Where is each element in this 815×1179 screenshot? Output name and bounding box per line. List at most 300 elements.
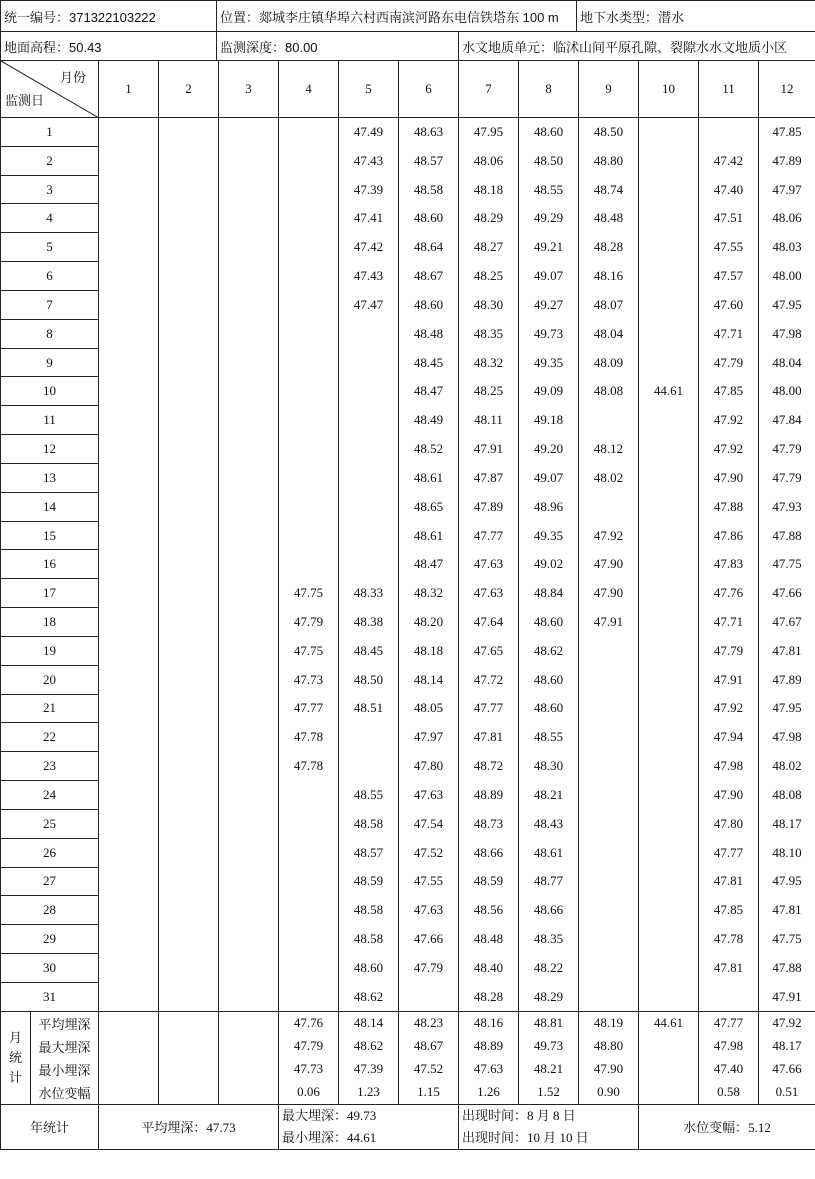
depth-cell: 48.00	[759, 262, 815, 291]
stats-cell	[99, 1035, 159, 1058]
depth-cell	[219, 319, 279, 348]
depth-cell	[339, 492, 399, 521]
stats-cell: 47.39	[339, 1058, 399, 1081]
depth-cell	[159, 521, 219, 550]
depth-cell: 49.73	[519, 319, 579, 348]
depth-cell: 48.11	[459, 406, 519, 435]
stats-cell	[639, 1081, 699, 1105]
depth-cell: 48.27	[459, 233, 519, 262]
stats-cell: 0.90	[579, 1081, 639, 1105]
depth-cell	[399, 982, 459, 1011]
depth-cell: 47.43	[339, 146, 399, 175]
depth-cell: 48.66	[519, 896, 579, 925]
stats-cell	[99, 1058, 159, 1081]
depth-cell: 48.49	[399, 406, 459, 435]
depth-cell	[219, 348, 279, 377]
depth-cell	[159, 867, 219, 896]
depth-cell: 47.87	[459, 463, 519, 492]
stats-cell: 47.52	[399, 1058, 459, 1081]
day-label: 5	[1, 233, 99, 262]
depth-cell: 47.55	[699, 233, 759, 262]
stats-cell: 47.66	[759, 1058, 815, 1081]
depth-cell: 47.78	[699, 925, 759, 954]
depth-cell	[159, 838, 219, 867]
depth-cell: 48.48	[459, 925, 519, 954]
stats-cell: 48.17	[759, 1035, 815, 1058]
annual-max-depth: 最大埋深：49.73	[282, 1107, 377, 1123]
day-label: 29	[1, 925, 99, 954]
stats-cell: 47.98	[699, 1035, 759, 1058]
day-label: 3	[1, 175, 99, 204]
stats-cell	[219, 1035, 279, 1058]
depth-cell	[99, 435, 159, 464]
depth-cell	[219, 954, 279, 983]
stats-cell	[159, 1081, 219, 1105]
depth-cell: 48.02	[759, 752, 815, 781]
table-row	[1, 665, 815, 694]
depth-cell: 48.16	[579, 262, 639, 291]
depth-cell: 48.35	[519, 925, 579, 954]
depth-cell: 47.81	[699, 867, 759, 896]
depth-cell	[219, 290, 279, 319]
table-row	[1, 896, 815, 925]
depth-cell	[639, 348, 699, 377]
depth-cell: 47.67	[759, 608, 815, 637]
depth-cell: 48.48	[399, 319, 459, 348]
depth-cell: 47.71	[699, 319, 759, 348]
day-label: 4	[1, 204, 99, 233]
stats-cell: 47.90	[579, 1058, 639, 1081]
depth-cell: 48.77	[519, 867, 579, 896]
depth-cell: 48.62	[339, 982, 399, 1011]
depth-cell	[159, 290, 219, 319]
stats-label: 最大埋深	[31, 1035, 99, 1058]
depth-cell	[159, 579, 219, 608]
depth-cell	[99, 694, 159, 723]
depth-cell: 47.54	[399, 809, 459, 838]
table-row	[1, 694, 815, 723]
month-header-1: 1	[99, 61, 159, 118]
depth-cell	[579, 809, 639, 838]
table-row	[1, 290, 815, 319]
day-label: 21	[1, 694, 99, 723]
station-location: 位置：郯城李庄镇华埠六村西南滨河路东电信铁塔东 100 m	[217, 1, 577, 32]
depth-cell	[579, 896, 639, 925]
depth-cell: 47.98	[699, 752, 759, 781]
depth-cell	[279, 204, 339, 233]
depth-cell	[639, 809, 699, 838]
stats-cell: 48.80	[579, 1035, 639, 1058]
depth-cell: 48.48	[579, 204, 639, 233]
depth-cell: 48.06	[759, 204, 815, 233]
depth-cell: 49.35	[519, 521, 579, 550]
depth-cell: 47.79	[399, 954, 459, 983]
depth-cell: 48.64	[399, 233, 459, 262]
depth-cell: 48.59	[459, 867, 519, 896]
day-label: 13	[1, 463, 99, 492]
depth-cell	[639, 118, 699, 147]
depth-cell: 49.18	[519, 406, 579, 435]
depth-cell	[279, 954, 339, 983]
day-label: 1	[1, 118, 99, 147]
depth-cell	[639, 492, 699, 521]
depth-cell: 47.41	[339, 204, 399, 233]
depth-cell	[219, 521, 279, 550]
depth-cell: 47.95	[759, 290, 815, 319]
depth-cell	[99, 290, 159, 319]
depth-cell: 47.75	[759, 550, 815, 579]
depth-cell: 47.49	[339, 118, 399, 147]
depth-cell	[219, 925, 279, 954]
depth-cell: 48.28	[579, 233, 639, 262]
depth-cell	[99, 636, 159, 665]
stats-cell	[159, 1058, 219, 1081]
depth-cell: 48.60	[399, 290, 459, 319]
depth-cell: 48.89	[459, 781, 519, 810]
stats-label: 水位变幅	[31, 1081, 99, 1105]
depth-cell: 47.77	[459, 694, 519, 723]
depth-cell	[219, 233, 279, 262]
depth-cell: 48.52	[399, 435, 459, 464]
depth-cell: 48.43	[519, 809, 579, 838]
day-label: 12	[1, 435, 99, 464]
table-row	[1, 982, 815, 1011]
depth-cell: 47.79	[759, 435, 815, 464]
depth-cell: 47.81	[699, 954, 759, 983]
depth-cell: 48.63	[399, 118, 459, 147]
depth-cell	[219, 608, 279, 637]
depth-cell	[279, 809, 339, 838]
station-info-header	[0, 0, 815, 61]
depth-cell	[279, 550, 339, 579]
monitoring-depth: 监测深度：80.00	[217, 32, 459, 61]
depth-cell	[219, 781, 279, 810]
depth-cell	[339, 435, 399, 464]
table-row	[1, 319, 815, 348]
stats-cell: 48.62	[339, 1035, 399, 1058]
depth-cell: 47.90	[699, 463, 759, 492]
table-row	[1, 146, 815, 175]
depth-cell: 48.30	[459, 290, 519, 319]
depth-cell: 48.60	[519, 118, 579, 147]
table-row	[1, 118, 815, 147]
depth-cell	[159, 954, 219, 983]
depth-cell: 49.07	[519, 262, 579, 291]
depth-cell: 47.94	[699, 723, 759, 752]
depth-cell	[639, 319, 699, 348]
depth-cell: 48.47	[399, 550, 459, 579]
stats-row	[1, 1058, 815, 1081]
depth-cell	[99, 175, 159, 204]
stats-cell: 48.81	[519, 1011, 579, 1035]
depth-cell: 48.17	[759, 809, 815, 838]
depth-cell	[99, 896, 159, 925]
depth-cell	[339, 377, 399, 406]
depth-cell: 48.50	[339, 665, 399, 694]
depth-cell	[99, 233, 159, 262]
depth-cell	[279, 233, 339, 262]
depth-cell: 48.10	[759, 838, 815, 867]
depth-cell: 47.95	[759, 694, 815, 723]
depth-cell: 47.91	[759, 982, 815, 1011]
depth-cell: 47.63	[399, 896, 459, 925]
depth-cell	[219, 492, 279, 521]
depth-cell	[99, 204, 159, 233]
depth-cell: 47.63	[399, 781, 459, 810]
stats-cell: 48.67	[399, 1035, 459, 1058]
stats-cell: 47.76	[279, 1011, 339, 1035]
depth-cell: 48.62	[519, 636, 579, 665]
stats-cell	[159, 1011, 219, 1035]
depth-cell	[639, 175, 699, 204]
annual-min-time: 出现时间：10 月 10 日	[462, 1129, 589, 1145]
stats-cell: 48.14	[339, 1011, 399, 1035]
depth-cell	[639, 290, 699, 319]
depth-cell	[579, 838, 639, 867]
stats-cell	[99, 1011, 159, 1035]
depth-cell: 48.12	[579, 435, 639, 464]
depth-cell	[339, 521, 399, 550]
depth-cell: 48.00	[759, 377, 815, 406]
monthly-stats-title-char: 月	[8, 1029, 22, 1045]
depth-cell	[219, 867, 279, 896]
depth-cell	[639, 406, 699, 435]
depth-cell: 47.73	[279, 665, 339, 694]
depth-cell: 47.71	[699, 608, 759, 637]
depth-cell	[99, 550, 159, 579]
day-label: 6	[1, 262, 99, 291]
depth-cell: 48.08	[759, 781, 815, 810]
depth-cell: 47.72	[459, 665, 519, 694]
depth-cell	[159, 118, 219, 147]
depth-cell	[219, 665, 279, 694]
depth-cell	[279, 262, 339, 291]
table-row	[1, 925, 815, 954]
depth-cell: 48.32	[459, 348, 519, 377]
depth-cell	[279, 838, 339, 867]
depth-cell	[159, 262, 219, 291]
depth-cell	[219, 118, 279, 147]
table-row	[1, 204, 815, 233]
stats-cell: 47.77	[699, 1011, 759, 1035]
depth-cell	[219, 723, 279, 752]
depth-cell	[279, 377, 339, 406]
table-row	[1, 550, 815, 579]
depth-cell: 47.47	[339, 290, 399, 319]
depth-cell: 49.09	[519, 377, 579, 406]
depth-cell: 48.02	[579, 463, 639, 492]
annual-stats-row	[1, 1104, 815, 1149]
depth-cell	[579, 406, 639, 435]
depth-cell: 47.64	[459, 608, 519, 637]
stats-cell: 0.06	[279, 1081, 339, 1105]
depth-cell	[639, 781, 699, 810]
depth-cell	[579, 752, 639, 781]
depth-cell: 47.98	[759, 723, 815, 752]
depth-cell: 48.32	[399, 579, 459, 608]
depth-cell	[639, 146, 699, 175]
depth-cell: 47.90	[579, 550, 639, 579]
depth-cell: 48.03	[759, 233, 815, 262]
depth-cell	[639, 262, 699, 291]
depth-cell	[99, 608, 159, 637]
day-label: 16	[1, 550, 99, 579]
depth-cell	[279, 867, 339, 896]
depth-cell	[99, 118, 159, 147]
depth-cell: 48.80	[579, 146, 639, 175]
depth-cell: 48.29	[459, 204, 519, 233]
depth-cell	[99, 579, 159, 608]
depth-cell: 48.60	[519, 665, 579, 694]
day-label: 27	[1, 867, 99, 896]
depth-cell: 47.43	[339, 262, 399, 291]
depth-cell	[639, 435, 699, 464]
depth-cell: 48.35	[459, 319, 519, 348]
annual-stats-title: 年统计	[1, 1104, 99, 1149]
depth-cell	[579, 694, 639, 723]
depth-cell	[339, 723, 399, 752]
day-label: 30	[1, 954, 99, 983]
depth-cell	[639, 579, 699, 608]
groundwater-type: 地下水类型：潜水	[577, 1, 815, 32]
depth-cell	[699, 118, 759, 147]
table-row	[1, 175, 815, 204]
depth-cell: 48.04	[759, 348, 815, 377]
depth-cell	[99, 752, 159, 781]
month-header-12: 12	[759, 61, 815, 118]
depth-cell: 47.97	[759, 175, 815, 204]
stats-cell	[219, 1081, 279, 1105]
depth-cell: 47.91	[579, 608, 639, 637]
depth-cell: 48.56	[459, 896, 519, 925]
depth-cell: 48.25	[459, 377, 519, 406]
depth-cell: 48.50	[579, 118, 639, 147]
depth-cell	[639, 838, 699, 867]
depth-cell: 48.50	[519, 146, 579, 175]
depth-cell	[159, 348, 219, 377]
annual-average-depth: 平均埋深：47.73	[99, 1104, 279, 1149]
table-row	[1, 406, 815, 435]
stats-cell: 49.73	[519, 1035, 579, 1058]
depth-cell: 47.92	[699, 435, 759, 464]
depth-cell: 48.09	[579, 348, 639, 377]
stats-cell: 1.15	[399, 1081, 459, 1105]
depth-cell: 48.07	[579, 290, 639, 319]
depth-cell	[339, 406, 399, 435]
depth-cell	[639, 896, 699, 925]
depth-cell: 47.91	[699, 665, 759, 694]
depth-cell: 47.83	[699, 550, 759, 579]
depth-cell: 47.42	[699, 146, 759, 175]
depth-cell: 47.80	[399, 752, 459, 781]
depth-cell: 48.33	[339, 579, 399, 608]
depth-cell	[219, 406, 279, 435]
depth-cell: 47.81	[459, 723, 519, 752]
depth-cell: 47.60	[699, 290, 759, 319]
depth-cell: 48.65	[399, 492, 459, 521]
depth-cell: 47.92	[699, 694, 759, 723]
depth-cell: 47.88	[759, 521, 815, 550]
depth-cell: 47.66	[399, 925, 459, 954]
depth-cell: 48.05	[399, 694, 459, 723]
depth-cell	[99, 319, 159, 348]
depth-cell: 48.55	[339, 781, 399, 810]
depth-cell: 47.92	[699, 406, 759, 435]
table-row	[1, 377, 815, 406]
depth-cell	[99, 809, 159, 838]
month-header-5: 5	[339, 61, 399, 118]
monthly-stats-title-char: 计	[8, 1069, 22, 1085]
day-label: 18	[1, 608, 99, 637]
depth-cell	[579, 636, 639, 665]
table-row	[1, 521, 815, 550]
depth-cell	[219, 435, 279, 464]
depth-cell: 48.20	[399, 608, 459, 637]
month-header-10: 10	[639, 61, 699, 118]
depth-cell	[219, 838, 279, 867]
depth-cell	[579, 925, 639, 954]
table-row	[1, 579, 815, 608]
depth-cell	[159, 896, 219, 925]
depth-cell	[639, 752, 699, 781]
depth-cell	[279, 521, 339, 550]
stats-label: 最小埋深	[31, 1058, 99, 1081]
depth-cell: 48.61	[399, 521, 459, 550]
depth-cell	[99, 867, 159, 896]
depth-cell: 48.60	[519, 608, 579, 637]
depth-cell	[579, 723, 639, 752]
table-row	[1, 348, 815, 377]
depth-cell	[579, 982, 639, 1011]
annual-water-level-range: 水位变幅：5.12	[639, 1104, 815, 1149]
depth-cell: 48.96	[519, 492, 579, 521]
depth-cell: 48.73	[459, 809, 519, 838]
day-label: 22	[1, 723, 99, 752]
month-header-2: 2	[159, 61, 219, 118]
depth-cell: 49.21	[519, 233, 579, 262]
depth-cell: 49.20	[519, 435, 579, 464]
depth-cell: 47.93	[759, 492, 815, 521]
depth-cell	[99, 665, 159, 694]
depth-cell: 49.07	[519, 463, 579, 492]
stats-cell	[99, 1081, 159, 1105]
depth-cell	[279, 896, 339, 925]
depth-cell: 48.60	[339, 954, 399, 983]
depth-cell: 48.66	[459, 838, 519, 867]
stats-row	[1, 1035, 815, 1058]
table-row	[1, 262, 815, 291]
stats-cell: 47.73	[279, 1058, 339, 1081]
depth-cell	[219, 752, 279, 781]
table-row	[1, 809, 815, 838]
depth-cell	[159, 319, 219, 348]
depth-cell: 47.66	[759, 579, 815, 608]
stats-row	[1, 1081, 815, 1105]
depth-cell: 48.47	[399, 377, 459, 406]
annual-min-depth: 最小埋深：44.61	[282, 1129, 377, 1145]
depth-cell: 47.85	[699, 377, 759, 406]
day-label: 25	[1, 809, 99, 838]
depth-cell: 48.58	[339, 896, 399, 925]
depth-cell: 48.61	[519, 838, 579, 867]
stats-cell: 47.92	[759, 1011, 815, 1035]
depth-cell	[219, 463, 279, 492]
depth-cell: 48.06	[459, 146, 519, 175]
depth-cell: 47.95	[759, 867, 815, 896]
stats-cell: 48.21	[519, 1058, 579, 1081]
table-row	[1, 954, 815, 983]
day-label: 9	[1, 348, 99, 377]
